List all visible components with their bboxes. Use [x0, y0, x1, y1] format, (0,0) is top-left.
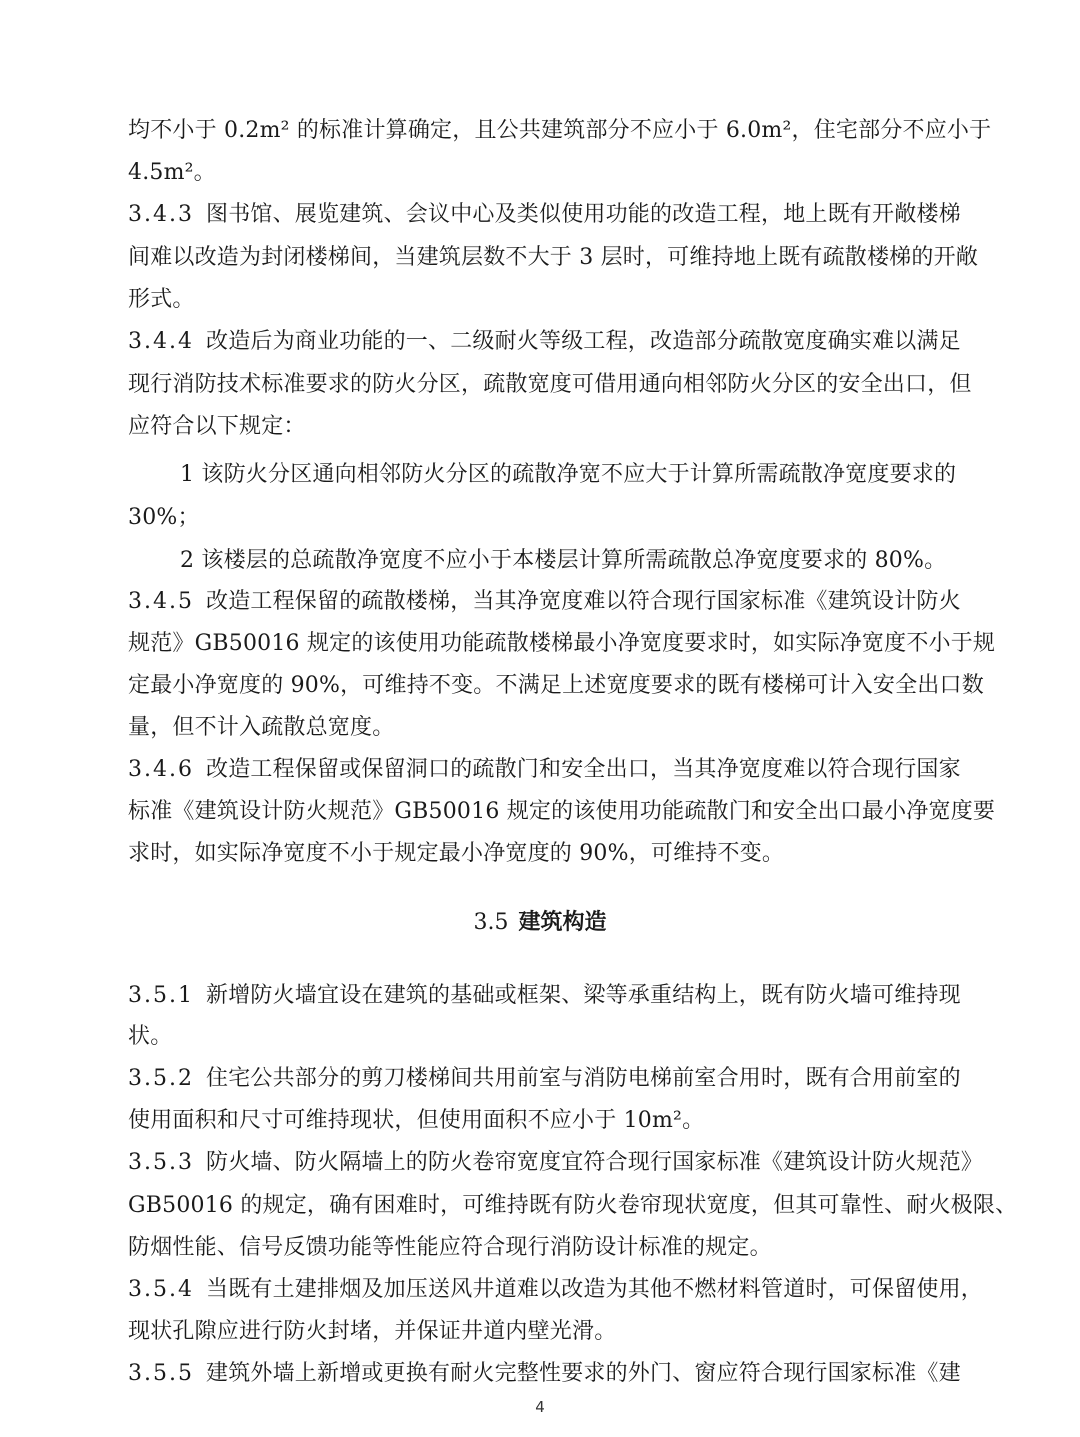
clause-text: 改造后为商业功能的一、二级耐火等级工程，改造部分疏散宽度确实难以满足	[206, 329, 961, 354]
clause-3-5-2	[128, 1064, 961, 1094]
section-title: 建筑构造	[518, 910, 607, 935]
list-item-2: 2 该楼层的总疏散净宽度不应小于本楼层计算所需疏散总净宽度要求的 80%。	[180, 548, 947, 573]
clause-text: 住宅公共部分的剪刀楼梯间共用前室与消防电梯前室合用时，既有合用前室的	[206, 1066, 961, 1091]
section-number: 3.5	[473, 910, 509, 935]
clause-3-5-5	[128, 1359, 961, 1389]
text-line: 标准《建筑设计防火规范》GB50016 规定的该使用功能疏散门和安全出口最小净宽度要	[128, 799, 996, 824]
clause-number: 3.4.5	[128, 589, 194, 614]
clause-number: 3.5.2	[128, 1066, 194, 1091]
clause-number: 3.4.4	[128, 329, 194, 354]
clause-text: 改造工程保留或保留洞口的疏散门和安全出口，当其净宽度难以符合现行国家	[206, 757, 961, 782]
clause-3-4-6	[128, 755, 961, 785]
clause-3-5-1	[128, 981, 961, 1011]
clause-3-4-3	[128, 200, 961, 230]
text-line: 量，但不计入疏散总宽度。	[128, 715, 395, 740]
list-item-1: 1 该防火分区通向相邻防火分区的疏散净宽不应大于计算所需疏散净宽度要求的	[180, 462, 957, 487]
text-line: 应符合以下规定：	[128, 414, 306, 439]
text-line: 求时，如实际净宽度不小于规定最小净宽度的 90%，可维持不变。	[128, 841, 785, 866]
text-line: 防烟性能、信号反馈功能等性能应符合现行消防设计标准的规定。	[128, 1235, 772, 1260]
clause-3-4-5	[128, 587, 961, 617]
text-line: 均不小于 0.2m² 的标准计算确定，且公共建筑部分不应小于 6.0m²，住宅部分不应小于	[128, 118, 992, 143]
page-number: 4	[535, 1398, 545, 1416]
clause-number: 3.5.1	[128, 983, 194, 1008]
text-line: 状。	[128, 1024, 173, 1049]
section-heading	[0, 908, 1080, 938]
text-line: 现行消防技术标准要求的防火分区，疏散宽度可借用通向相邻防火分区的安全出口，但	[128, 372, 972, 397]
clause-3-5-3	[128, 1148, 984, 1178]
clause-text: 建筑外墙上新增或更换有耐火完整性要求的外门、窗应符合现行国家标准《建	[206, 1361, 961, 1386]
clause-text: 当既有土建排烟及加压送风井道难以改造为其他不燃材料管道时，可保留使用，	[206, 1277, 984, 1302]
text-line: 4.5m²。	[128, 160, 216, 185]
text-line: 现状孔隙应进行防火封堵，并保证井道内壁光滑。	[128, 1319, 617, 1344]
clause-number: 3.5.4	[128, 1277, 194, 1302]
clause-number: 3.5.3	[128, 1150, 194, 1175]
text-line: 定最小净宽度的 90%，可维持不变。不满足上述宽度要求的既有楼梯可计入安全出口数	[128, 673, 984, 698]
clause-3-4-4	[128, 327, 961, 357]
clause-text: 改造工程保留的疏散楼梯，当其净宽度难以符合现行国家标准《建筑设计防火	[206, 589, 961, 614]
text-line: 30%；	[128, 505, 200, 530]
text-line: GB50016 的规定，确有困难时，可维持既有防火卷帘现状宽度，但其可靠性、耐火极限、	[128, 1193, 1018, 1218]
text-line: 使用面积和尺寸可维持现状，但使用面积不应小于 10m²。	[128, 1108, 705, 1133]
clause-number: 3.4.6	[128, 757, 194, 782]
text-line: 间难以改造为封闭楼梯间，当建筑层数不大于 3 层时，可维持地上既有疏散楼梯的开敞	[128, 245, 978, 270]
text-line: 规范》GB50016 规定的该使用功能疏散楼梯最小净宽度要求时，如实际净宽度不小于规	[128, 631, 996, 656]
clause-text: 新增防火墙宜设在建筑的基础或框架、梁等承重结构上，既有防火墙可维持现	[206, 983, 961, 1008]
clause-number: 3.5.5	[128, 1361, 194, 1386]
text-line: 形式。	[128, 287, 195, 312]
clause-text: 图书馆、展览建筑、会议中心及类似使用功能的改造工程，地上既有开敞楼梯	[206, 202, 961, 227]
clause-3-5-4	[128, 1275, 984, 1305]
clause-number: 3.4.3	[128, 202, 194, 227]
clause-text: 防火墙、防火隔墙上的防火卷帘宽度宜符合现行国家标准《建筑设计防火规范》	[206, 1150, 984, 1175]
